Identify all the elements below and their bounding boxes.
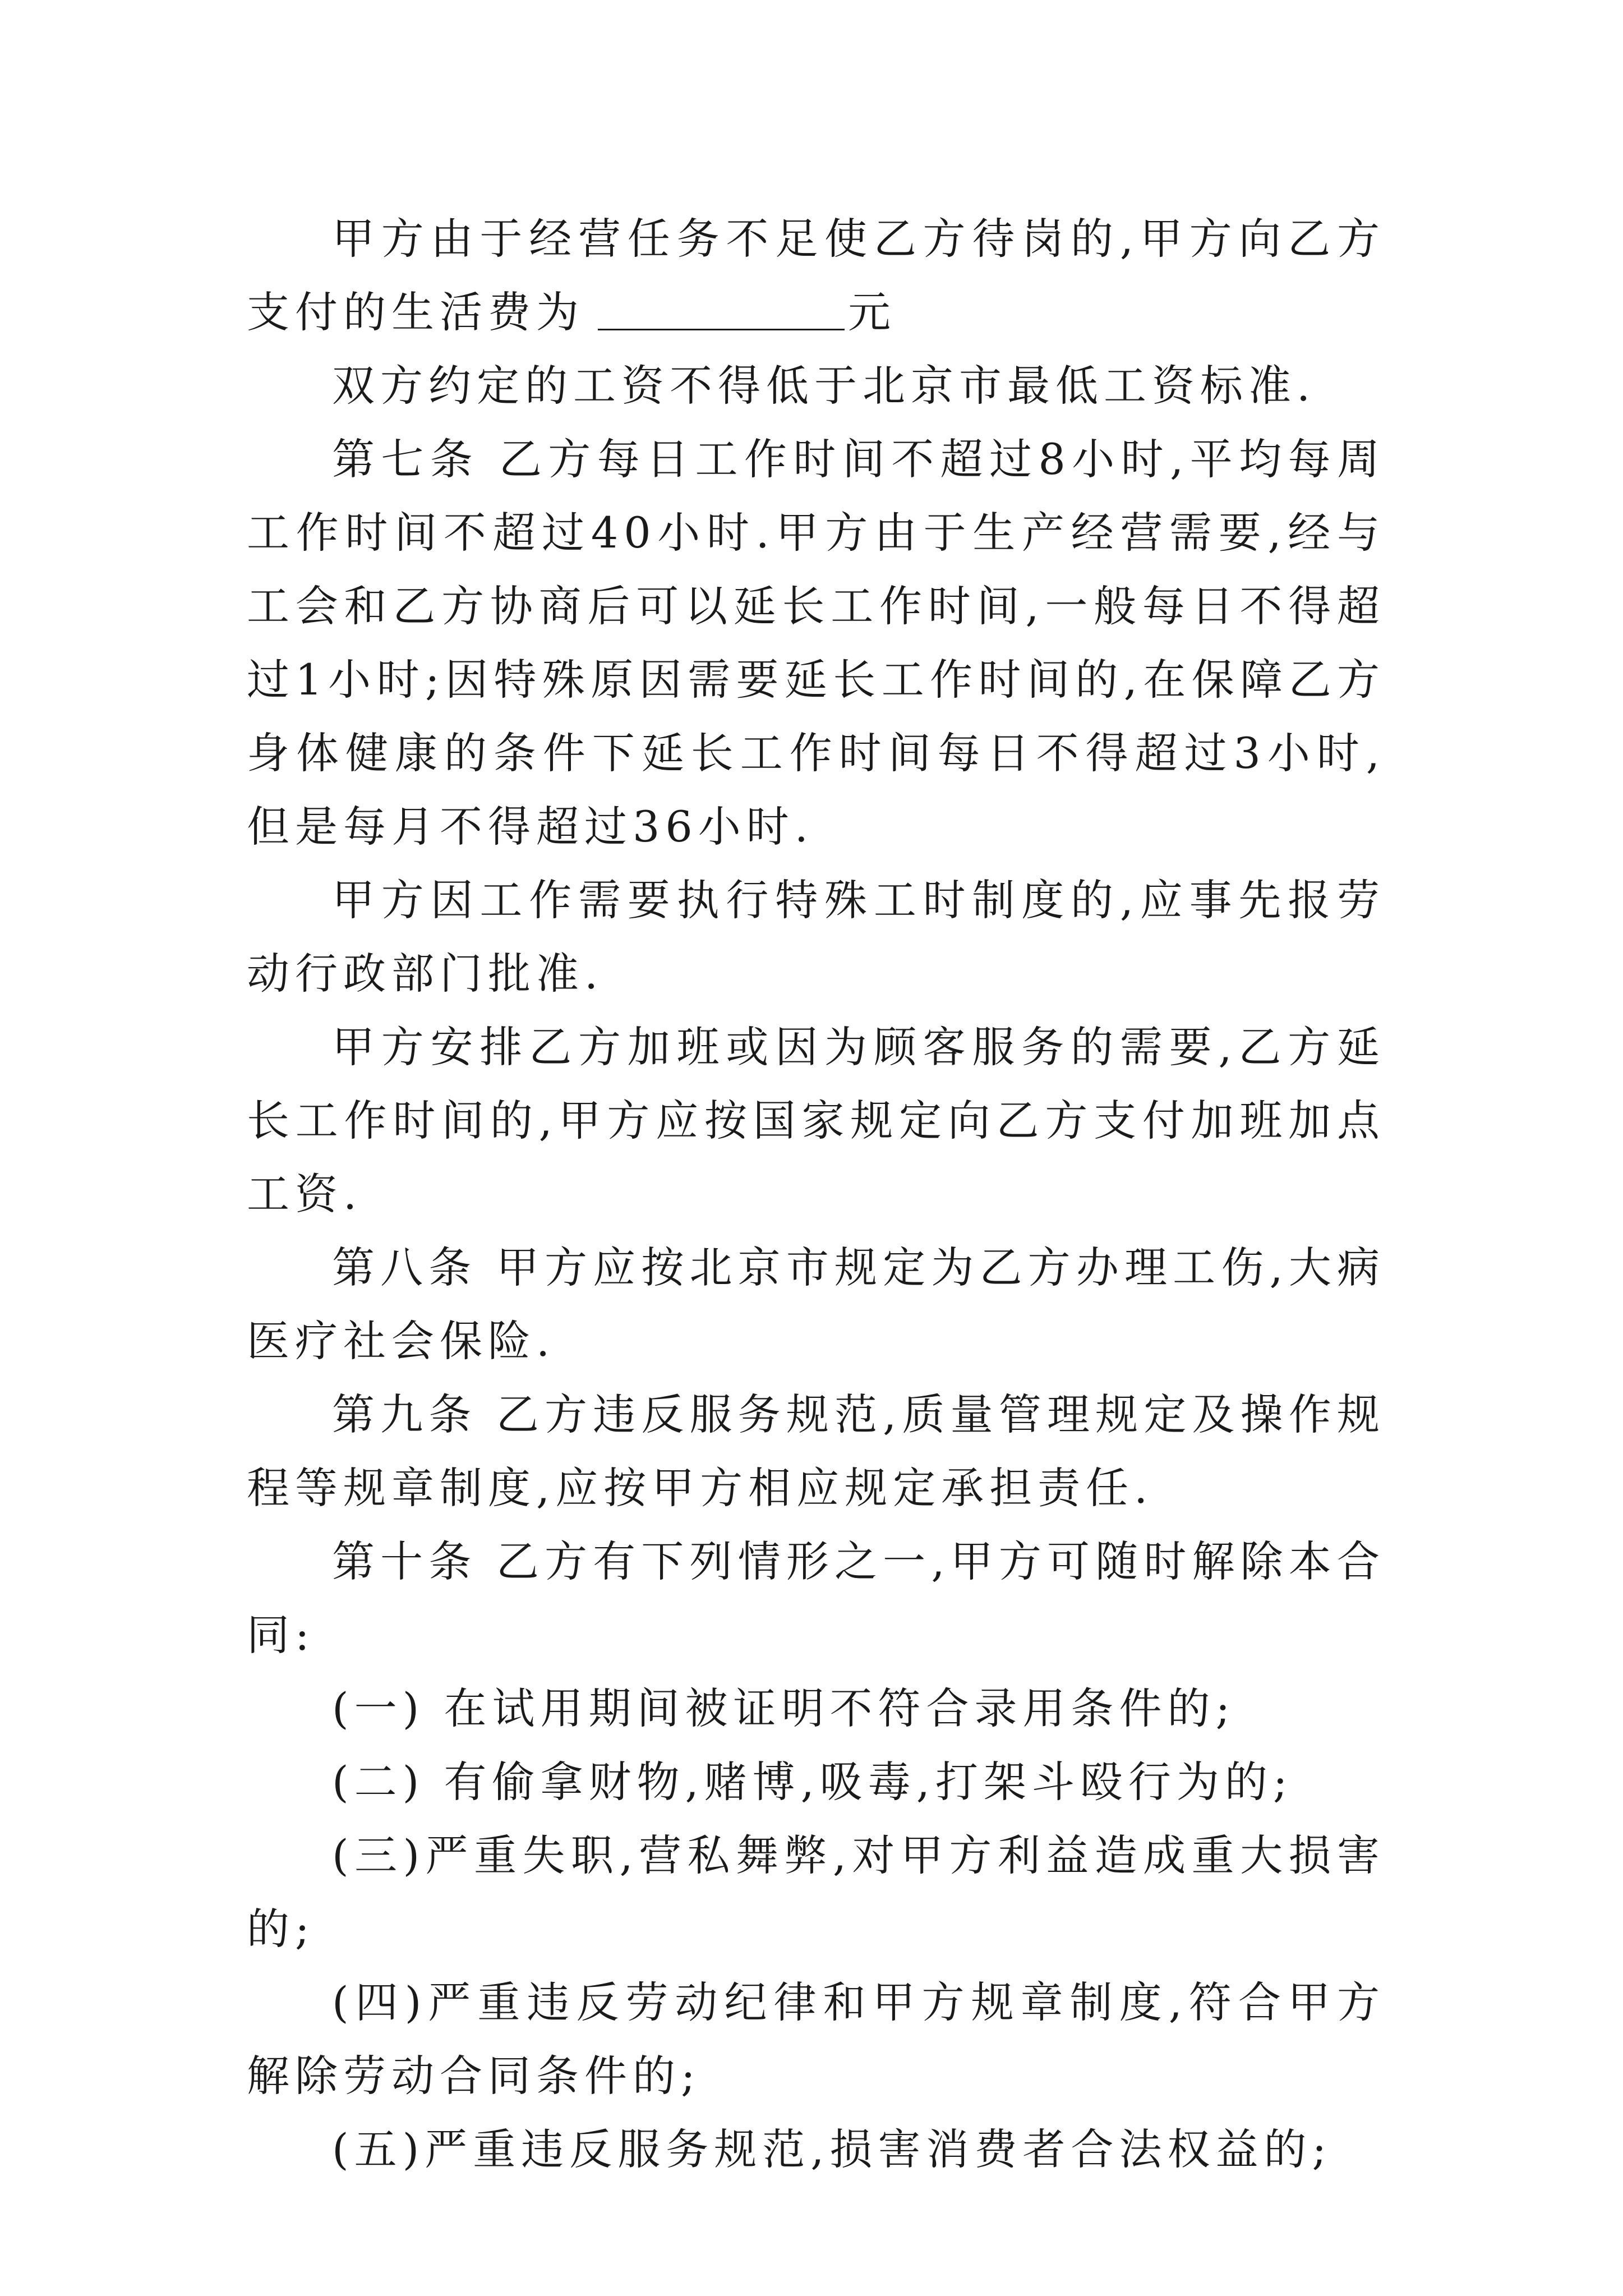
paragraph-special-hours: 甲方因工作需要执行特殊工时制度的,应事先报劳动行政部门批准. <box>247 875 1385 999</box>
article-7: 第七条 乙方每日工作时间不超过8小时,平均每周工作时间不超过40小时.甲方由于生产经营需要,经与工会和乙方协商后可以延长工作时间,一般每日不得超过1小时;因特殊原因需要延长工作时间的,在保障乙方身体健康的条件下延长工作时间每日不得超过3小时,但是每月不得超过36小时. <box>247 434 1385 852</box>
list-item-3: (三)严重失职,营私舞弊,对甲方利益造成重大损害的; <box>247 1830 1385 1954</box>
list-item-2: (二) 有偷拿财物,赌博,吸毒,打架斗殴行为的; <box>332 1757 1293 1807</box>
list-item-5: (五)严重违反服务规范,损害消费者合法权益的; <box>332 2124 1332 2174</box>
paragraph-living-allowance <box>247 202 1385 349</box>
article-10: 第十条 乙方有下列情形之一,甲方可随时解除本合同: <box>247 1536 1385 1660</box>
article-9: 第九条 乙方违反服务规范,质量管理规定及操作规程等规章制度,应按甲方相应规定承担责任. <box>247 1389 1385 1513</box>
currency-unit: 元 <box>848 287 896 337</box>
article-8: 第八条 甲方应按北京市规定为乙方办理工伤,大病医疗社会保险. <box>247 1243 1385 1366</box>
document-body <box>247 202 1385 2186</box>
paragraph-overtime-pay: 甲方安排乙方加班或因为顾客服务的需要,乙方延长工作时间的,甲方应按国家规定向乙方支付加班加点工资. <box>247 1022 1385 1219</box>
list-item-1: (一) 在试用期间被证明不符合录用条件的; <box>332 1683 1236 1733</box>
list-item-4: (四)严重违反劳动纪律和甲方规章制度,符合甲方解除劳动合同条件的; <box>247 1977 1385 2101</box>
paragraph-minimum-wage: 双方约定的工资不得低于北京市最低工资标准. <box>332 361 1316 411</box>
fill-in-blank[interactable] <box>598 289 845 330</box>
paragraph-text: 甲方由于经营任务不足使乙方待岗的,甲方向乙方支付的生活费为 <box>247 214 1385 337</box>
